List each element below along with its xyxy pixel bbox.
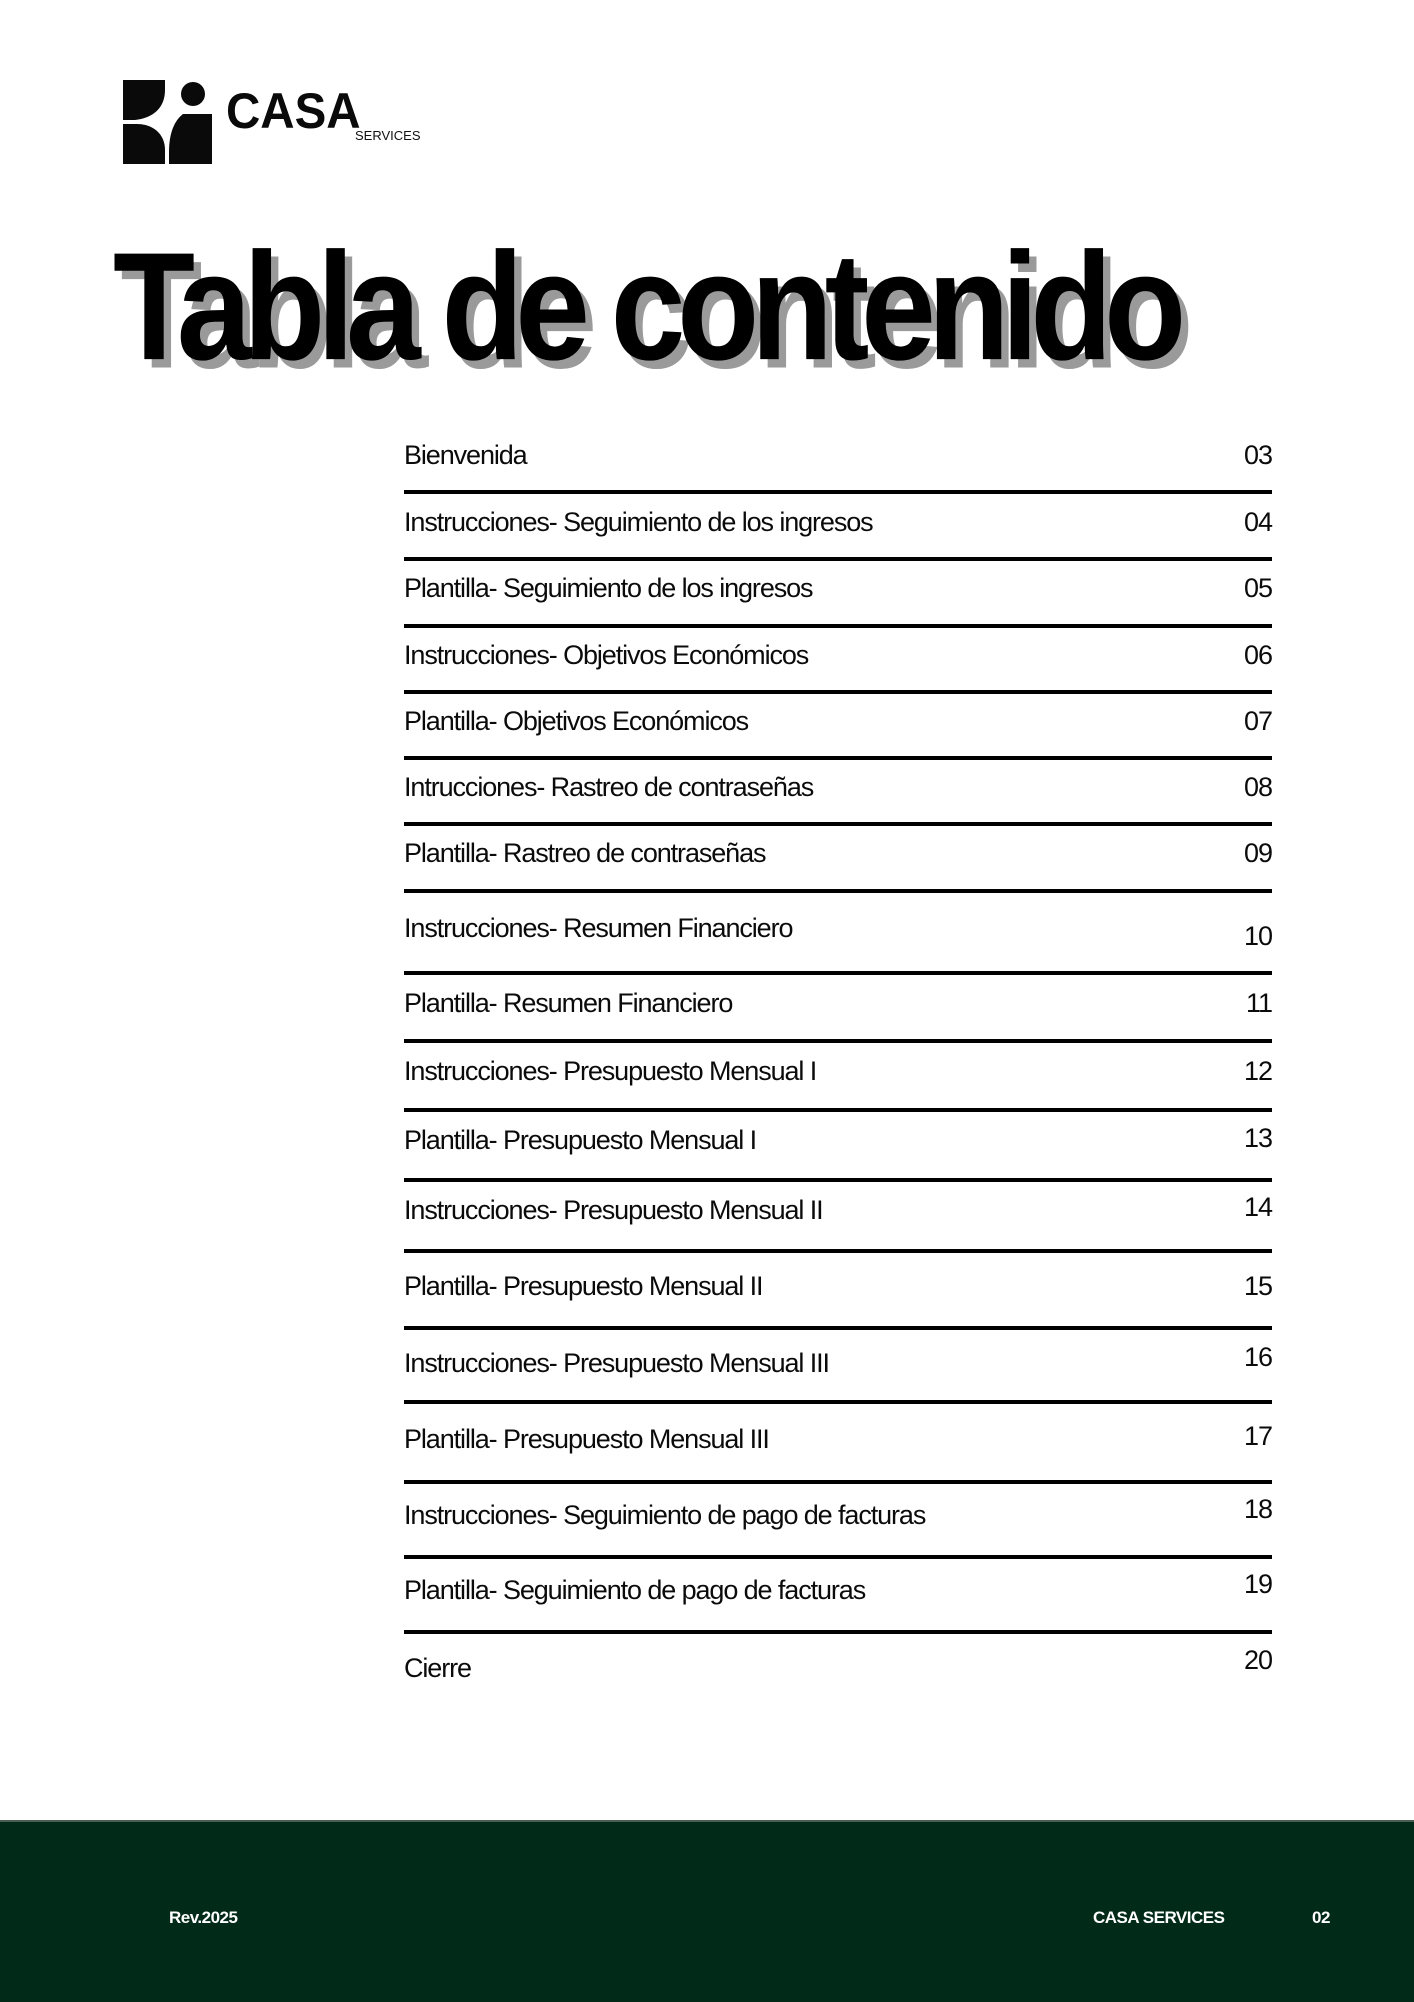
toc-entry-label: Instrucciones- Resumen Financiero — [404, 913, 793, 943]
divider — [404, 1400, 1272, 1404]
brand-logo — [123, 80, 443, 164]
toc-entry[interactable] — [404, 573, 1272, 613]
toc-entry[interactable] — [404, 988, 1272, 1028]
toc-entry-page: 10 — [1243, 921, 1272, 951]
toc-entry[interactable] — [404, 1494, 1272, 1540]
brand-name: CASA — [226, 83, 361, 139]
toc-entry-label: Intrucciones- Rastreo de contraseñas — [404, 772, 814, 802]
toc-entry-page: 05 — [1243, 573, 1272, 603]
toc-entry[interactable] — [404, 772, 1272, 812]
toc-entry[interactable] — [404, 507, 1272, 547]
toc-entry-page: 13 — [1243, 1123, 1272, 1153]
toc-entry-label: Plantilla- Presupuesto Mensual II — [404, 1271, 763, 1301]
divider — [404, 1555, 1272, 1559]
divider — [404, 822, 1272, 826]
toc-entry[interactable] — [404, 913, 1272, 953]
toc-entry[interactable] — [404, 1125, 1272, 1165]
brand-subtitle: SERVICES — [355, 128, 421, 143]
toc-entry-label: Instrucciones- Seguimiento de los ingresos — [404, 507, 873, 537]
toc-entry-page: 07 — [1243, 706, 1272, 736]
divider — [404, 1480, 1272, 1484]
toc-entry[interactable] — [404, 440, 1272, 480]
divider — [404, 1326, 1272, 1330]
toc-entry-label: Plantilla- Resumen Financiero — [404, 988, 733, 1018]
toc-entry-label: Instrucciones- Presupuesto Mensual II — [404, 1195, 823, 1225]
divider — [404, 756, 1272, 760]
toc-entry-label: Bienvenida — [404, 440, 527, 470]
toc-entry-page: 11 — [1245, 988, 1272, 1018]
toc-entry[interactable] — [404, 640, 1272, 680]
toc-entry-label: Plantilla- Presupuesto Mensual I — [404, 1125, 757, 1155]
divider — [404, 889, 1272, 893]
divider — [404, 971, 1272, 975]
toc-entry-label: Plantilla- Seguimiento de pago de facturas — [404, 1575, 866, 1605]
toc-entry[interactable] — [404, 1645, 1272, 1693]
toc-entry-page: 12 — [1243, 1056, 1272, 1086]
toc-entry-label: Instrucciones- Presupuesto Mensual III — [404, 1348, 829, 1378]
toc-entry-label: Instrucciones- Presupuesto Mensual I — [404, 1056, 817, 1086]
divider — [404, 624, 1272, 628]
divider — [404, 490, 1272, 494]
toc-entry-page: 17 — [1243, 1421, 1272, 1451]
divider — [404, 557, 1272, 561]
toc-entry-label: Plantilla- Presupuesto Mensual III — [404, 1424, 769, 1454]
toc-entry[interactable] — [404, 1271, 1272, 1311]
divider — [404, 1039, 1272, 1043]
toc-entry-label: Cierre — [404, 1653, 471, 1683]
toc-entry-page: 18 — [1243, 1494, 1272, 1524]
toc-entry-page: 19 — [1243, 1569, 1272, 1599]
toc-entry-page: 20 — [1243, 1645, 1272, 1675]
toc-entry[interactable] — [404, 1056, 1272, 1096]
toc-entry-label: Instrucciones- Objetivos Económicos — [404, 640, 809, 670]
toc-entry-page: 08 — [1243, 772, 1272, 802]
casa-logo-mark-icon — [123, 80, 212, 164]
footer-revision: Rev.2025 — [169, 1908, 238, 1927]
toc-entry-page: 09 — [1243, 838, 1272, 868]
divider — [404, 1249, 1272, 1253]
divider — [404, 1108, 1272, 1112]
toc-entry[interactable] — [404, 838, 1272, 878]
toc-entry-page: 03 — [1243, 440, 1272, 470]
toc-entry[interactable] — [404, 1192, 1272, 1235]
footer-company: CASA SERVICES — [1093, 1908, 1225, 1927]
page-footer — [0, 1820, 1414, 2002]
toc-entry-label: Plantilla- Rastreo de contraseñas — [404, 838, 766, 868]
toc-entry[interactable] — [404, 1569, 1272, 1615]
toc-entry-page: 16 — [1243, 1342, 1272, 1372]
toc-entry[interactable] — [404, 1342, 1272, 1388]
divider — [404, 1178, 1272, 1182]
toc-entry-label: Plantilla- Objetivos Económicos — [404, 706, 749, 736]
toc-entry[interactable] — [404, 706, 1272, 746]
divider — [404, 1630, 1272, 1634]
toc-entry-label: Instrucciones- Seguimiento de pago de facturas — [404, 1500, 926, 1530]
toc-entry-label: Plantilla- Seguimiento de los ingresos — [404, 573, 813, 603]
toc-entry-page: 14 — [1243, 1192, 1272, 1222]
footer-page-number: 02 — [1312, 1908, 1330, 1927]
divider — [404, 690, 1272, 694]
toc-entry-page: 15 — [1243, 1271, 1272, 1301]
page-title: Tabla de contenido — [113, 220, 1178, 392]
toc-entry[interactable] — [404, 1421, 1272, 1464]
toc-entry-page: 06 — [1243, 640, 1272, 670]
toc-entry-page: 04 — [1243, 507, 1272, 537]
